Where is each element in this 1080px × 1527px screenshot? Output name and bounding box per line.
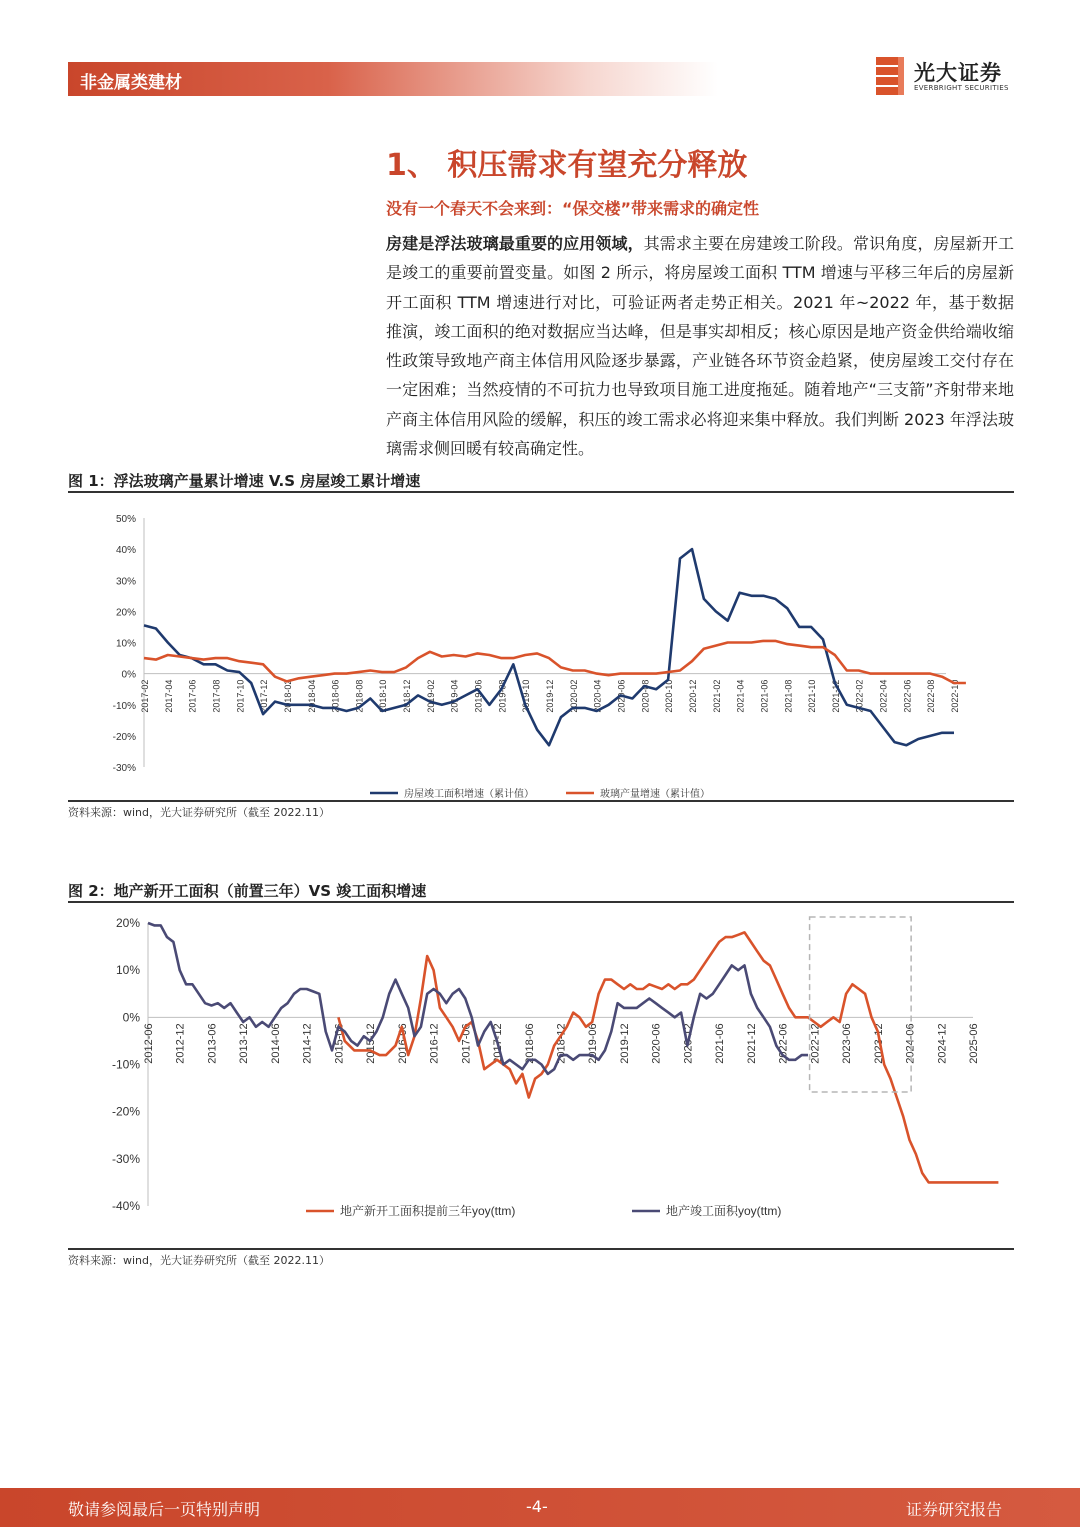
y-tick-label: 20%	[115, 916, 140, 930]
x-tick-label: 2018-10	[378, 679, 389, 713]
x-tick-label: 2021-06	[714, 1023, 727, 1064]
x-tick-label: 2025-06	[968, 1023, 980, 1064]
x-tick-label: 2020-06	[616, 679, 627, 713]
x-tick-label: 2012-12	[174, 1023, 187, 1064]
x-tick-label: 2023-06	[841, 1023, 854, 1064]
series-line-2	[144, 641, 966, 683]
x-tick-label: 2015-12	[365, 1023, 378, 1064]
y-tick-label: 20%	[115, 607, 136, 619]
x-tick-label: 2014-12	[301, 1023, 314, 1064]
x-tick-label: 2018-04	[306, 679, 317, 713]
y-tick-label: -20%	[111, 1104, 140, 1119]
section-label: 非金属类建材	[80, 73, 182, 93]
x-tick-label: 2019-08	[497, 679, 508, 713]
figure2-bottom-rule	[68, 1248, 1014, 1250]
x-tick-label: 2019-10	[521, 679, 532, 713]
x-tick-label: 2020-12	[687, 679, 698, 713]
figure1-top-rule	[68, 491, 1014, 493]
x-tick-label: 2017-08	[211, 679, 222, 713]
footer-report-type: 证券研究报告	[906, 1500, 1003, 1519]
figure2-top-rule	[68, 901, 1014, 903]
y-tick-label: -10%	[112, 700, 136, 712]
x-tick-label: 2016-06	[396, 1023, 409, 1064]
x-tick-label: 2021-10	[807, 679, 818, 713]
x-tick-label: 2022-02	[854, 679, 865, 713]
x-tick-label: 2019-02	[425, 679, 436, 713]
x-tick-label: 2018-12	[402, 679, 413, 713]
legend-label-1: 房屋竣工面积增速（累计值）	[404, 789, 534, 800]
body-paragraph	[386, 229, 1014, 463]
y-tick-label: 0%	[122, 1010, 140, 1025]
x-tick-label: 2018-06	[523, 1023, 536, 1064]
x-tick-label: 2013-12	[238, 1023, 251, 1064]
y-tick-label: 50%	[115, 514, 136, 525]
x-tick-label: 2021-12	[745, 1023, 758, 1064]
logo-name-en: EVERBRIGHT SECURITIES	[914, 84, 1009, 92]
x-tick-label: 2020-06	[650, 1023, 663, 1064]
x-tick-label: 2020-04	[592, 679, 603, 713]
x-tick-label: 2022-06	[777, 1023, 790, 1064]
legend-label-2: 玻璃产量增速（累计值）	[600, 789, 710, 800]
y-tick-label: 30%	[115, 576, 136, 588]
x-tick-label: 2013-06	[206, 1023, 219, 1064]
x-tick-label: 2017-10	[235, 679, 246, 713]
x-tick-label: 2021-06	[759, 679, 770, 713]
legend-label-2: 地产竣工面积yoy(ttm)	[666, 1204, 782, 1218]
x-tick-label: 2024-12	[936, 1023, 949, 1064]
x-tick-label: 2022-12	[809, 1023, 822, 1064]
x-tick-label: 2014-06	[269, 1023, 282, 1064]
footer-page-number: -4-	[526, 1497, 548, 1516]
x-tick-label: 2017-04	[163, 679, 174, 713]
x-tick-label: 2021-02	[711, 679, 722, 713]
x-tick-label: 2022-08	[926, 679, 937, 713]
x-tick-label: 2017-12	[492, 1023, 505, 1064]
x-tick-label: 2012-06	[143, 1023, 155, 1064]
x-tick-label: 2021-08	[783, 679, 794, 713]
x-tick-label: 2018-06	[330, 679, 341, 713]
x-tick-label: 2017-02	[140, 679, 150, 713]
x-tick-label: 2024-06	[904, 1023, 917, 1064]
section-title: 1、 积压需求有望充分释放	[386, 148, 748, 183]
x-tick-label: 2018-08	[354, 679, 365, 713]
y-tick-label: 0%	[121, 669, 136, 681]
figure1-chart	[68, 500, 1014, 810]
x-tick-label: 2017-06	[460, 1023, 473, 1064]
y-tick-label: 10%	[115, 963, 140, 978]
y-tick-label: -30%	[111, 1151, 140, 1166]
y-tick-label: -40%	[111, 1199, 140, 1213]
body-text: 其需求主要在房建竣工阶段。常识角度，房屋新开工是竣工的重要前置变量。如图 2 所示，将房屋竣工面积 TTM 增速与平移三年后的房屋新开工面积 TTM 增速进行对比，可验证两者走势正相关。2021 年~2022 年，基于数据推演，竣工面积的绝对数据应当达峰，但是事实却相反；核心原因是地产资金供给端收缩性政策导致地产商主体信用风险逐步暴露，产业链各环节资金趋紧，使房屋竣工交付存在一定困难；当然疫情的不可抗力也导致项目施工进度拖延。随着地产“三支箭”齐射带来地产商主体信用风险的缓解，积压的竣工需求必将迎来集中释放。我们判断 2023 年浮法玻璃需求侧回暖有较高确定性。	[386, 234, 1014, 459]
header-bar	[68, 62, 718, 96]
logo	[876, 55, 1016, 99]
body-lead-bold: 房建是浮法玻璃最重要的应用领域，	[386, 234, 644, 253]
x-tick-label: 2019-12	[618, 1023, 631, 1064]
y-tick-label: 10%	[115, 638, 136, 650]
figure2-chart	[68, 905, 1014, 1245]
figure1-title: 图 1：浮法玻璃产量累计增速 V.S 房屋竣工累计增速	[68, 472, 421, 490]
y-tick-label: -30%	[112, 763, 136, 774]
y-tick-label: -20%	[112, 731, 136, 743]
x-tick-label: 2022-10	[950, 679, 961, 713]
x-tick-label: 2020-02	[568, 679, 579, 713]
x-tick-label: 2018-02	[282, 679, 293, 713]
x-tick-label: 2021-12	[830, 679, 841, 713]
x-tick-label: 2020-12	[682, 1023, 695, 1064]
x-tick-label: 2023-12	[872, 1023, 885, 1064]
x-tick-label: 2015-06	[333, 1023, 346, 1064]
figure1-source: 资料来源：wind，光大证券研究所（截至 2022.11）	[68, 806, 330, 819]
figure2-title: 图 2：地产新开工面积（前置三年）VS 竣工面积增速	[68, 882, 427, 900]
y-tick-label: -10%	[111, 1057, 140, 1072]
section-subtitle: 没有一个春天不会来到：“保交楼”带来需求的确定性	[386, 199, 760, 218]
x-tick-label: 2022-06	[902, 679, 913, 713]
x-tick-label: 2016-12	[428, 1023, 441, 1064]
x-tick-label: 2019-06	[587, 1023, 600, 1064]
figure2-source: 资料来源：wind，光大证券研究所（截至 2022.11）	[68, 1254, 330, 1267]
x-tick-label: 2018-12	[555, 1023, 568, 1064]
x-tick-label: 2017-12	[259, 679, 270, 713]
x-tick-label: 2019-06	[473, 679, 484, 713]
footer-disclaimer: 敬请参阅最后一页特别声明	[68, 1500, 261, 1519]
figure1-bottom-rule	[68, 800, 1014, 802]
x-tick-label: 2022-04	[878, 679, 889, 713]
x-tick-label: 2019-04	[449, 679, 460, 713]
everbright-logo-icon	[876, 57, 906, 97]
x-tick-label: 2020-08	[640, 679, 651, 713]
footer-bar	[0, 1488, 1080, 1527]
highlight-dashed-box	[810, 917, 912, 1092]
x-tick-label: 2017-06	[187, 679, 198, 713]
x-tick-label: 2021-04	[735, 679, 746, 713]
legend-label-1: 地产新开工面积提前三年yoy(ttm)	[340, 1204, 516, 1218]
series-line-1	[144, 549, 954, 745]
y-tick-label: 40%	[115, 545, 136, 557]
x-tick-label: 2019-12	[545, 679, 556, 713]
x-tick-label: 2020-10	[664, 679, 675, 713]
logo-name-cn: 光大证券	[914, 61, 1002, 85]
